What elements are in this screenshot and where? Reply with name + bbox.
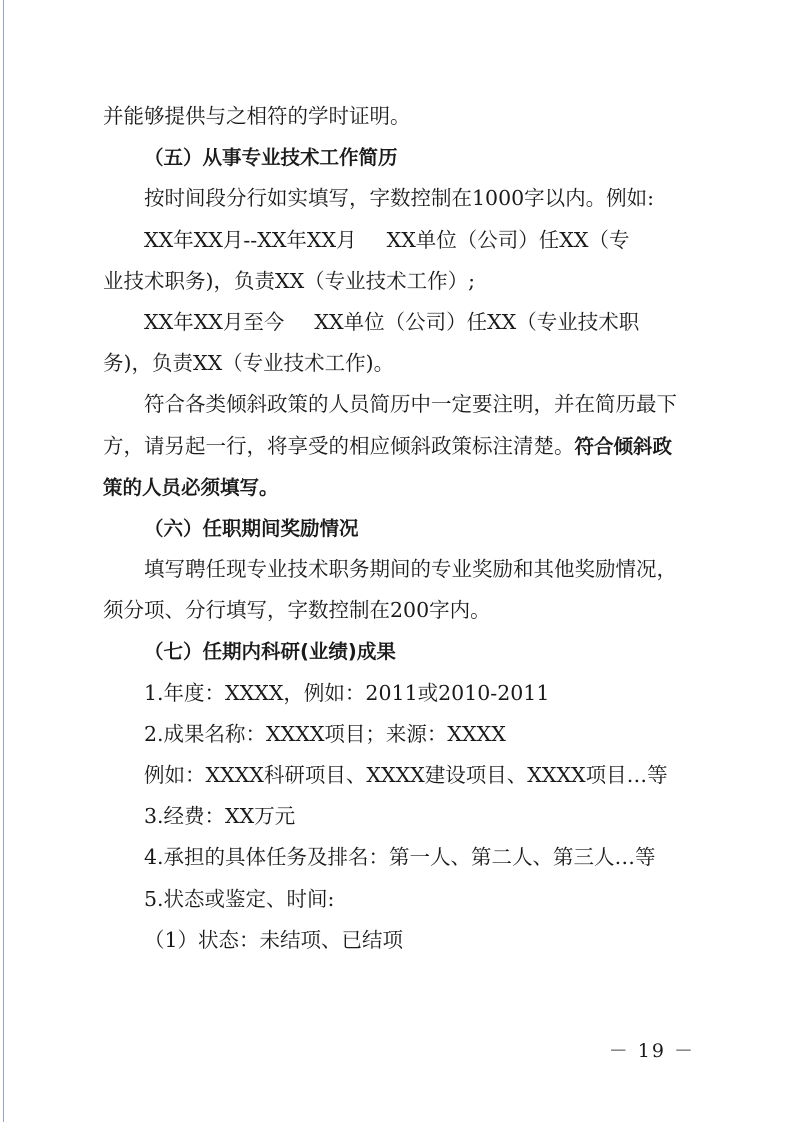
list-item: 1.年度：XXXX，例如：2011或2010-2011 [144, 680, 550, 705]
paragraph-line [103, 426, 693, 467]
page-number: － 19 － [608, 1040, 695, 1062]
paragraph-line: 填写聘任现专业技术职务期间的专业奖励和其他奖励情况， [144, 557, 677, 582]
emphasis-text: 符合倾斜政 [574, 434, 673, 458]
list-item: 5.状态或鉴定、时间: [144, 886, 335, 911]
section-heading-6: （六）任职期间奖励情况 [144, 516, 359, 540]
document-page [103, 96, 693, 961]
paragraph-line [103, 302, 693, 343]
paragraph-line: 按时间段分行如实填写，字数控制在1000字以内。例如: [144, 186, 655, 211]
list-item: 例如：XXXX科研项目、XXXX建设项目、XXXX项目…等 [144, 763, 668, 787]
list-item: 2.成果名称：XXXX项目；来源：XXXX [144, 721, 506, 746]
resume-period: XX年XX月至今 [144, 309, 285, 334]
resume-period: XX年XX月--XX年XX月 [144, 227, 357, 252]
section-heading-7: （七）任期内科研(业绩)成果 [144, 640, 396, 664]
list-item: 4.承担的具体任务及排名：第一人、第二人、第三人…等 [144, 845, 656, 870]
resume-position: XX单位（公司）任XX（专 [386, 227, 630, 252]
section-heading-5: （五）从事专业技术工作简历 [144, 146, 398, 170]
paragraph-text: 方，请另起一行，将享受的相应倾斜政策标注清楚。 [103, 433, 575, 458]
paragraph-line: 并能够提供与之相符的学时证明。 [103, 104, 411, 128]
paragraph-line: 务)，负责XX（专业技术工作)。 [103, 351, 395, 376]
paragraph-line: 符合各类倾斜政策的人员简历中一定要注明，并在简历最下 [144, 392, 677, 417]
paragraph-line: 业技术职务)，负责XX（专业技术工作）; [103, 268, 476, 293]
emphasis-line: 策的人员必须填写。 [103, 475, 279, 499]
list-item: （1）状态：未结项、已结项 [144, 927, 404, 952]
resume-position: XX单位（公司）任XX（专业技术职 [314, 309, 640, 334]
paragraph-line: 须分项、分行填写，字数控制在200字内。 [103, 598, 491, 623]
paragraph-line [103, 220, 693, 261]
page-edge-rule [3, 0, 4, 1122]
list-item: 3.经费：XX万元 [144, 804, 296, 829]
